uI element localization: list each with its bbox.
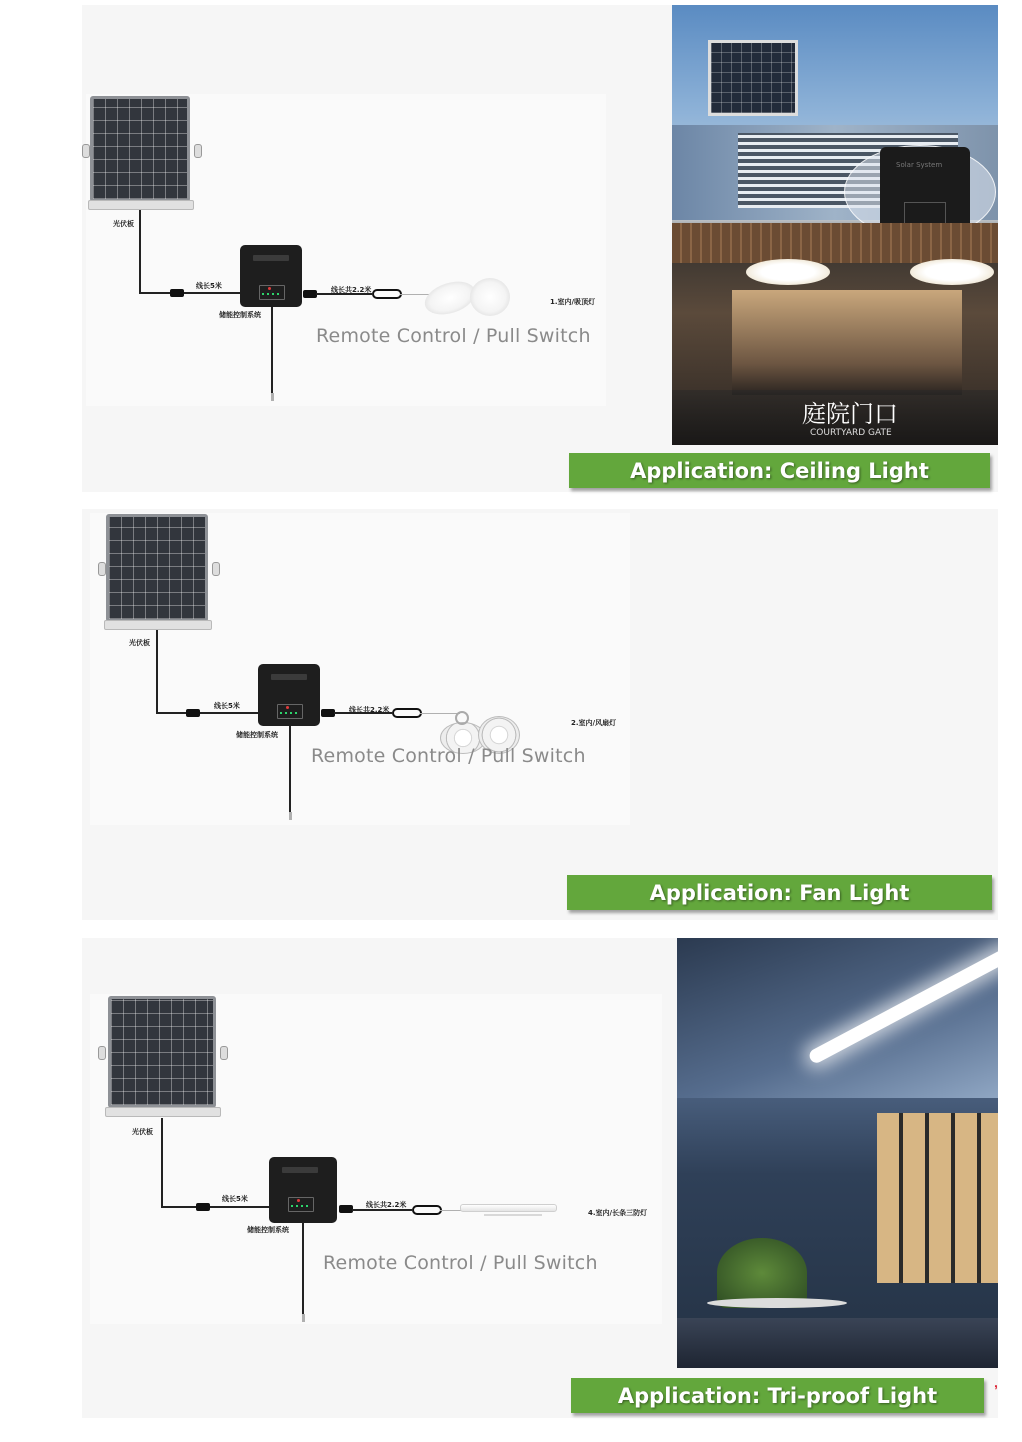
solar-panel-label: 光伏板	[132, 1128, 153, 1136]
controller-output-cable	[302, 1222, 304, 1314]
light-type-label: 1.室内/吸顶灯	[550, 298, 596, 306]
ceiling-lamp-icon	[470, 278, 510, 316]
cable-end	[302, 1314, 305, 1322]
controller-output-cable	[289, 726, 291, 812]
cable-end	[271, 393, 274, 401]
remote-control-caption: Remote Control / Pull Switch	[316, 325, 591, 347]
cable-connector	[170, 289, 184, 297]
photo-subtitle: COURTYARD GATE	[810, 428, 892, 438]
cable2-length-label: 线长共2.2米	[331, 286, 372, 294]
courtyard-gate-photo	[672, 5, 998, 445]
cable-end	[289, 812, 292, 820]
red-marker: ʼ	[994, 1382, 998, 1398]
porch-lamp-right	[910, 259, 994, 285]
solar-panel-label: 光伏板	[113, 220, 134, 228]
porch-lamp-left	[746, 259, 830, 285]
output-connector	[339, 1205, 353, 1213]
lamp-cable	[440, 1210, 462, 1211]
roof-overhang	[677, 938, 998, 1098]
controller-output-cable	[271, 307, 273, 393]
controller-photo-label: Solar System	[896, 161, 943, 169]
pull-switch-coil	[372, 289, 402, 299]
cable-length-label: 线长5米	[222, 1195, 248, 1203]
cable-connector	[186, 709, 200, 717]
application-banner: Application: Fan Light	[567, 875, 992, 910]
fan-hook-icon	[455, 711, 469, 725]
pull-switch-coil	[392, 708, 422, 718]
application-banner: Application: Ceiling Light	[569, 453, 990, 488]
panel-bracket-right	[220, 1046, 228, 1060]
solar-panel-frame	[104, 620, 212, 630]
controller-label: 储能控制系统	[236, 731, 278, 739]
panel-cable	[156, 630, 158, 714]
solar-panel-frame	[88, 200, 194, 210]
panel-cable	[156, 712, 260, 714]
output-connector	[321, 709, 335, 717]
cable-length-label: 线长5米	[196, 282, 222, 290]
storage-controller	[258, 664, 320, 726]
lamp-cable	[420, 713, 460, 714]
glass-doors	[877, 1113, 998, 1283]
light-type-label: 2.室内/风扇灯	[571, 719, 617, 727]
pull-switch-coil	[412, 1205, 442, 1215]
solar-panel-label: 光伏板	[129, 639, 150, 647]
controller-photo	[880, 147, 970, 231]
patio-table	[707, 1298, 847, 1308]
patio-floor	[677, 1318, 998, 1368]
panel-bracket-left	[98, 1046, 106, 1060]
storage-controller	[240, 245, 302, 307]
remote-control-caption: Remote Control / Pull Switch	[323, 1252, 598, 1274]
solar-panel	[108, 996, 216, 1108]
photo-title: 庭院门口	[802, 400, 898, 428]
panel-bracket-left	[98, 562, 106, 576]
controller-label: 储能控制系统	[219, 311, 261, 319]
panel-cable	[139, 292, 241, 294]
panel-bracket-right	[212, 562, 220, 576]
panel-bracket-right	[194, 144, 202, 158]
solar-panel	[106, 514, 208, 622]
application-banner: Application: Tri-proof Light	[571, 1378, 984, 1413]
solar-panel	[90, 96, 190, 202]
panel-bracket-left	[82, 144, 90, 158]
terrace-photo	[677, 938, 998, 1368]
interior-glow	[732, 290, 962, 395]
tri-proof-tube-icon	[460, 1204, 557, 1212]
solar-panel-frame	[105, 1107, 221, 1117]
panel-cable	[161, 1206, 271, 1208]
controller-label: 储能控制系统	[247, 1226, 289, 1234]
porch-ceiling	[672, 223, 998, 263]
cable2-length-label: 线长共2.2米	[366, 1201, 407, 1209]
remote-control-caption: Remote Control / Pull Switch	[311, 745, 586, 767]
solar-panel-photo	[708, 40, 798, 116]
storage-controller	[269, 1157, 337, 1223]
cable-length-label: 线长5米	[214, 702, 240, 710]
output-connector	[303, 290, 317, 298]
light-type-label: 4.室内/长条三防灯	[588, 1209, 648, 1217]
panel-cable	[161, 1118, 163, 1208]
panel-cable	[139, 210, 141, 294]
cable-connector	[196, 1203, 210, 1211]
tube-reflection	[484, 1214, 542, 1216]
cable2-length-label: 线长共2.2米	[349, 706, 390, 714]
